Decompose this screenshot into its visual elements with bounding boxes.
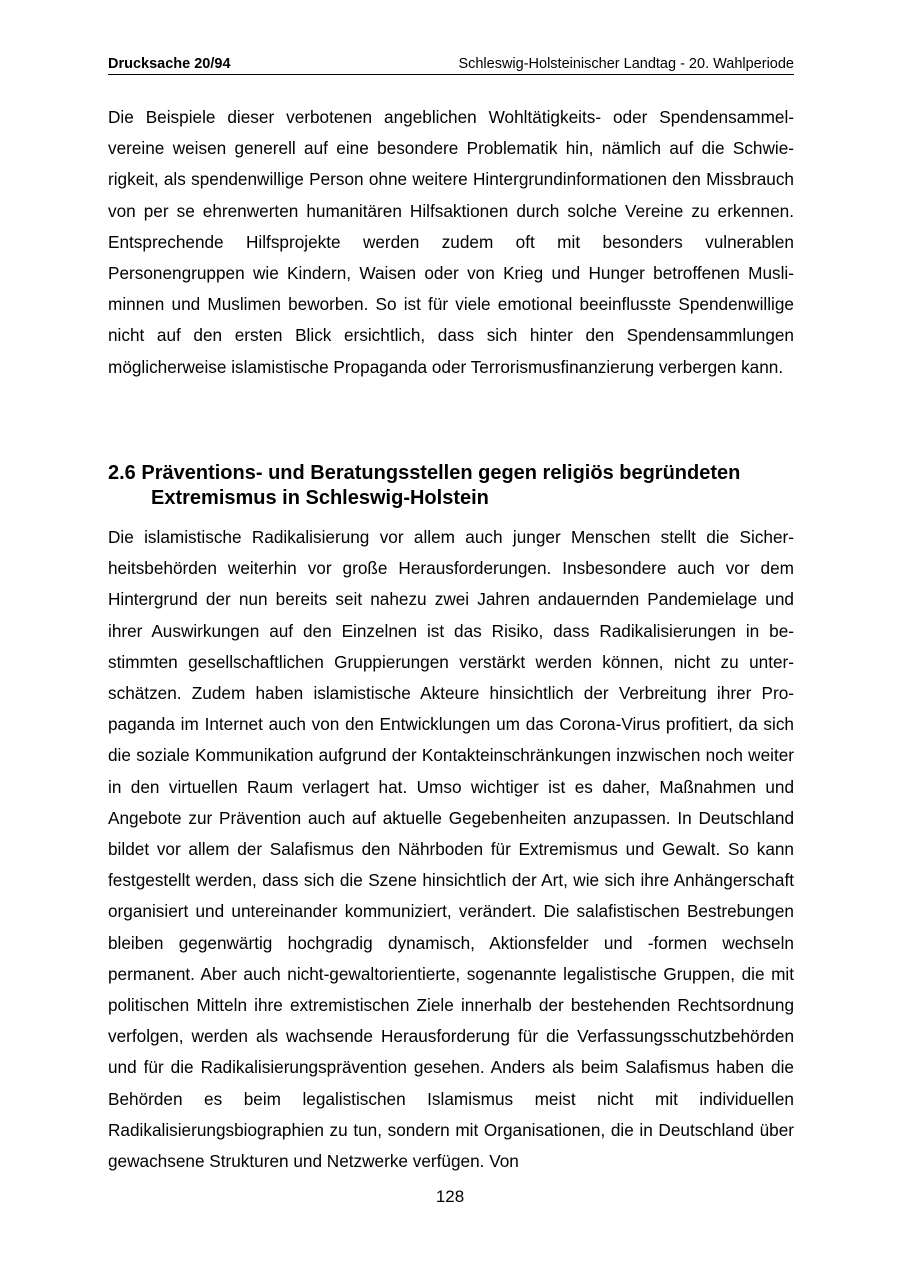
parliament-period: Schleswig-Holsteinischer Landtag - 20. Wahlperiode: [458, 56, 794, 72]
paragraph-donation-misuse: Die Beispiele dieser verbotenen angeblichen Wohltätigkeits- oder Spendensammelvereine weisen generell auf eine besondere Problematik hin, nämlich auf die Schwierigkeit, als spendenwillige Person ohne weitere Hintergrundinformationen den Missbrauch von per se ehrenwerten humanitären Hilfsaktionen durch solche Vereine zu erkennen. Entsprechende Hilfsprojekte werden zudem oft mit besonders vulnerablen Personengruppen wie Kindern, Waisen oder von Krieg und Hunger betroffenen Musliminnen und Muslimen beworben. So ist für viele emotional beeinflusste Spendenwillige nicht auf den ersten Blick ersichtlich, dass sich hinter den Spendensammlungen möglicherweise islamistische Propaganda oder Terrorismusfinanzierung verbergen kann.: [108, 107, 794, 377]
document-id: Drucksache 20/94: [108, 56, 231, 72]
section-number: 2.6: [108, 462, 136, 484]
section-title: Präventions- und Beratungsstellen gegen religiös begründeten Extremismus in Schleswig-Holstein: [141, 462, 741, 509]
page-header: [108, 54, 794, 75]
page-number: 128: [435, 1187, 465, 1206]
paragraph-radicalisation: Die islamistische Radikalisierung vor allem auch junger Menschen stellt die Sicherheitsbehörden weiterhin vor große Herausforderungen. Insbesondere auch vor dem Hintergrund der nun bereits seit nahezu zwei Jahren andauernden Pandemielage und ihrer Auswirkungen auf den Einzelnen ist das Risiko, dass Radikalisierungen in bestimmten gesellschaftlichen Gruppierungen verstärkt werden können, nicht zu unterschätzen. Zudem haben islamistische Akteure hinsichtlich der Verbreitung ihrer Propaganda im Internet auch von den Entwicklungen um das Corona-Virus profitiert, da sich die soziale Kommunikation aufgrund der Kontakteinschränkungen inzwischen noch weiter in den virtuellen Raum verlagert hat. Umso wichtiger ist es daher, Maßnahmen und Angebote zur Prävention auch auf aktuelle Gegebenheiten anzupassen. In Deutschland bildet vor allem der Salafismus den Nährboden für Extremismus und Gewalt. So kann festgestellt werden, dass sich die Szene hinsichtlich der Art, wie sich ihre Anhängerschaft organisiert und untereinander kommuniziert, verändert. Die salafistischen Bestrebungen bleiben gegenwärtig hochgradig dynamisch, Aktionsfelder und -formen wechseln permanent. Aber auch nicht-gewaltorientierte, sogenannte legalistische Gruppen, die mit politischen Mitteln ihre extremistischen Ziele innerhalb der bestehenden Rechtsordnung verfolgen, werden als wachsende Herausforderung für die Verfassungsschutzbehörden und für die Radikalisierungsprävention gesehen. Anders als beim Salafismus haben die Behörden es beim legalistischen Islamismus meist nicht mit individuellen Radikalisierungsbiographien zu tun, sondern mit Organisationen, die in Deutschland über gewachsene Strukturen und Netzwerke verfügen. Von: [108, 527, 794, 1172]
section-heading: [108, 461, 794, 511]
